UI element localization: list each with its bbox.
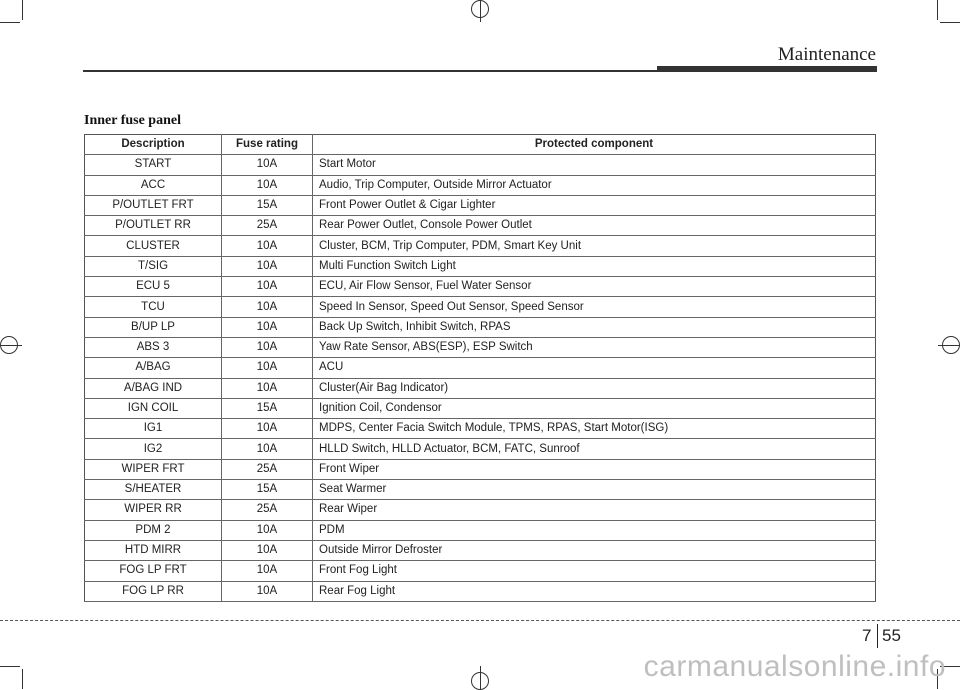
- crop-mark: [937, 0, 938, 20]
- registration-line: [938, 345, 960, 346]
- fuse-rating: 15A: [222, 398, 313, 418]
- header-rule: [83, 70, 663, 72]
- protected-component: Cluster, BCM, Trip Computer, PDM, Smart Key Unit: [313, 236, 876, 256]
- protected-component: Front Power Outlet & Cigar Lighter: [313, 195, 876, 215]
- footer-dashed-rule: [0, 620, 960, 621]
- protected-component: ECU, Air Flow Sensor, Fuel Water Sensor: [313, 277, 876, 297]
- fuse-rating: 25A: [222, 216, 313, 236]
- fuse-description: P/OUTLET RR: [85, 216, 222, 236]
- protected-component: Speed In Sensor, Speed Out Sensor, Speed Sensor: [313, 297, 876, 317]
- fuse-rating: 25A: [222, 500, 313, 520]
- table-row: [85, 459, 876, 479]
- protected-component: Back Up Switch, Inhibit Switch, RPAS: [313, 317, 876, 337]
- crop-mark: [0, 666, 20, 667]
- protected-component: Cluster(Air Bag Indicator): [313, 378, 876, 398]
- fuse-rating: 10A: [222, 581, 313, 601]
- crop-mark: [940, 22, 960, 23]
- protected-component: Rear Power Outlet, Console Power Outlet: [313, 216, 876, 236]
- fuse-description: FOG LP FRT: [85, 561, 222, 581]
- crop-mark: [22, 669, 23, 689]
- fuse-description: IG2: [85, 439, 222, 459]
- protected-component: MDPS, Center Facia Switch Module, TPMS, RPAS, Start Motor(ISG): [313, 419, 876, 439]
- protected-component: Outside Mirror Defroster: [313, 540, 876, 560]
- table-row: [85, 337, 876, 357]
- protected-component: PDM: [313, 520, 876, 540]
- table-row: [85, 419, 876, 439]
- protected-component: Rear Fog Light: [313, 581, 876, 601]
- fuse-rating: 10A: [222, 256, 313, 276]
- protected-component: Ignition Coil, Condensor: [313, 398, 876, 418]
- fuse-rating: 10A: [222, 317, 313, 337]
- fuse-rating: 15A: [222, 195, 313, 215]
- fuse-rating: 10A: [222, 155, 313, 175]
- protected-component: HLLD Switch, HLLD Actuator, BCM, FATC, Sunroof: [313, 439, 876, 459]
- table-row: [85, 175, 876, 195]
- fuse-description: HTD MIRR: [85, 540, 222, 560]
- fuse-description: FOG LP RR: [85, 581, 222, 601]
- page-number: 55: [882, 626, 901, 645]
- table-row: [85, 195, 876, 215]
- fuse-description: ACC: [85, 175, 222, 195]
- fuse-rating: 10A: [222, 561, 313, 581]
- chapter-number: 7: [862, 626, 872, 645]
- column-header-protected-component: Protected component: [313, 135, 876, 155]
- panel-title: Inner fuse panel: [84, 113, 181, 128]
- table-row: [85, 378, 876, 398]
- fuse-rating: 10A: [222, 358, 313, 378]
- crop-mark: [22, 0, 23, 20]
- fuse-description: IGN COIL: [85, 398, 222, 418]
- section-title: Maintenance: [777, 44, 876, 65]
- column-header-fuse-rating: Fuse rating: [222, 135, 313, 155]
- table-row: [85, 520, 876, 540]
- fuse-description: IG1: [85, 419, 222, 439]
- fuse-description: WIPER RR: [85, 500, 222, 520]
- fuse-description: WIPER FRT: [85, 459, 222, 479]
- fuse-description: TCU: [85, 297, 222, 317]
- header-rule-accent: [657, 66, 877, 72]
- registration-line: [0, 345, 22, 346]
- protected-component: Front Fog Light: [313, 561, 876, 581]
- table-row: [85, 317, 876, 337]
- registration-line: [480, 666, 481, 689]
- fuse-rating: 10A: [222, 297, 313, 317]
- fuse-table-body: [85, 155, 876, 602]
- fuse-description: START: [85, 155, 222, 175]
- table-row: [85, 540, 876, 560]
- fuse-description: A/BAG: [85, 358, 222, 378]
- fuse-description: B/UP LP: [85, 317, 222, 337]
- protected-component: Front Wiper: [313, 459, 876, 479]
- fuse-rating: 15A: [222, 480, 313, 500]
- protected-component: Multi Function Switch Light: [313, 256, 876, 276]
- registration-line: [480, 0, 481, 22]
- fuse-description: CLUSTER: [85, 236, 222, 256]
- table-row: [85, 439, 876, 459]
- fuse-description: ABS 3: [85, 337, 222, 357]
- fuse-table: [84, 134, 876, 602]
- fuse-rating: 10A: [222, 277, 313, 297]
- table-row: [85, 500, 876, 520]
- table-row: [85, 277, 876, 297]
- fuse-rating: 10A: [222, 337, 313, 357]
- table-row: [85, 480, 876, 500]
- fuse-rating: 25A: [222, 459, 313, 479]
- table-header-row: [85, 135, 876, 155]
- table-row: [85, 256, 876, 276]
- fuse-rating: 10A: [222, 175, 313, 195]
- protected-component: Rear Wiper: [313, 500, 876, 520]
- fuse-description: P/OUTLET FRT: [85, 195, 222, 215]
- protected-component: Audio, Trip Computer, Outside Mirror Actuator: [313, 175, 876, 195]
- page-number-separator: [877, 624, 878, 648]
- protected-component: Start Motor: [313, 155, 876, 175]
- table-row: [85, 216, 876, 236]
- fuse-rating: 10A: [222, 439, 313, 459]
- table-row: [85, 581, 876, 601]
- table-row: [85, 155, 876, 175]
- fuse-rating: 10A: [222, 378, 313, 398]
- crop-mark: [0, 22, 20, 23]
- fuse-description: ECU 5: [85, 277, 222, 297]
- fuse-description: A/BAG IND: [85, 378, 222, 398]
- fuse-description: T/SIG: [85, 256, 222, 276]
- protected-component: Seat Warmer: [313, 480, 876, 500]
- table-row: [85, 398, 876, 418]
- fuse-rating: 10A: [222, 540, 313, 560]
- fuse-rating: 10A: [222, 236, 313, 256]
- column-header-description: Description: [85, 135, 222, 155]
- fuse-rating: 10A: [222, 520, 313, 540]
- fuse-rating: 10A: [222, 419, 313, 439]
- table-row: [85, 236, 876, 256]
- fuse-description: PDM 2: [85, 520, 222, 540]
- table-row: [85, 561, 876, 581]
- watermark: carmanualsonline.info: [643, 650, 946, 683]
- protected-component: Yaw Rate Sensor, ABS(ESP), ESP Switch: [313, 337, 876, 357]
- fuse-description: S/HEATER: [85, 480, 222, 500]
- protected-component: ACU: [313, 358, 876, 378]
- table-row: [85, 297, 876, 317]
- table-row: [85, 358, 876, 378]
